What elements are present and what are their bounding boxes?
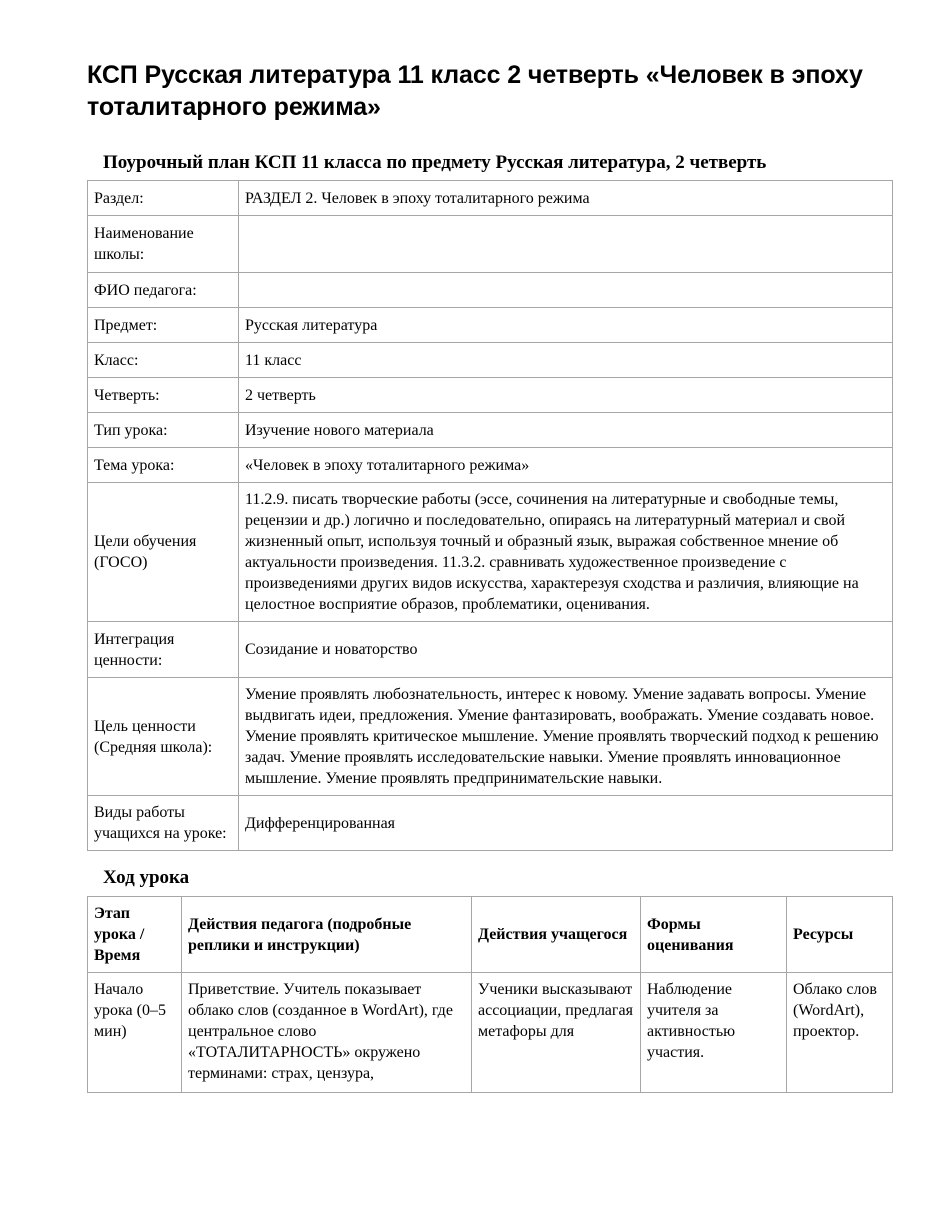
info-row-value-integration xyxy=(88,622,893,678)
info-value: «Человек в эпоху тоталитарного режима» xyxy=(239,448,893,483)
info-label: Предмет: xyxy=(88,308,239,343)
lesson-flow-heading: Ход урока xyxy=(103,867,190,888)
info-label: Класс: xyxy=(88,343,239,378)
info-value: РАЗДЕЛ 2. Человек в эпоху тоталитарного режима xyxy=(239,181,893,216)
cell-student-actions xyxy=(472,973,641,1093)
cell-assessment-text: Наблюдение учителя за активностью участия. xyxy=(647,981,736,1061)
info-row-value-goal xyxy=(88,678,893,796)
info-row-school xyxy=(88,216,893,273)
info-label: Раздел: xyxy=(88,181,239,216)
info-row-quarter xyxy=(88,378,893,413)
info-value: 11 класс xyxy=(239,343,893,378)
info-value: 2 четверть xyxy=(239,378,893,413)
info-value: Созидание и новаторство xyxy=(239,622,893,678)
info-value xyxy=(239,273,893,308)
header-student-actions: Действия учащегося xyxy=(472,897,641,973)
info-label: Тема урока: xyxy=(88,448,239,483)
document-title: КСП Русская литература 11 класс 2 четверть «Человек в эпоху тоталитарного режима» xyxy=(87,61,863,121)
info-label: Тип урока: xyxy=(88,413,239,448)
cell-resources-text: Облако слов (WordArt), проектор. xyxy=(793,981,877,1040)
lesson-info-table xyxy=(87,180,893,851)
header-assessment: Формы оценивания xyxy=(641,897,787,973)
cell-stage-text: Начало урока (0–5 мин) xyxy=(94,981,166,1040)
info-label: Интеграция ценности: xyxy=(88,622,239,678)
header-teacher-actions: Действия педагога (подробные реплики и инструкции) xyxy=(182,897,472,973)
header-stage: Этап урока / Время xyxy=(88,897,182,973)
info-row-learning-goals xyxy=(88,483,893,622)
cell-resources xyxy=(787,973,893,1093)
info-label: Наименование школы: xyxy=(88,216,239,273)
table-row xyxy=(88,973,893,1093)
plan-heading: Поурочный план КСП 11 класса по предмету Русская литература, 2 четверть xyxy=(103,152,767,173)
info-label: Четверть: xyxy=(88,378,239,413)
info-value: Изучение нового материала xyxy=(239,413,893,448)
cell-student-actions-text: Ученики высказывают ассоциации, предлагая метафоры для xyxy=(478,981,633,1040)
info-label: Цель ценности (Средняя школа): xyxy=(88,678,239,796)
info-value xyxy=(239,216,893,273)
cell-teacher-actions xyxy=(182,973,472,1093)
cell-teacher-actions-text: Приветствие. Учитель показывает облако слов (созданное в WordArt), где центральное слово «ТОТАЛИТАРНОСТЬ» окружено терминами: страх, цензура, xyxy=(188,981,453,1082)
info-value: Дифференцированная xyxy=(239,796,893,851)
info-row-section xyxy=(88,181,893,216)
info-row-teacher xyxy=(88,273,893,308)
info-label: Виды работы учащихся на уроке: xyxy=(88,796,239,851)
info-label: Цели обучения (ГОСО) xyxy=(88,483,239,622)
document-page xyxy=(87,0,893,1093)
info-value: Умение проявлять любознательность, интерес к новому. Умение задавать вопросы. Умение выдвигать идеи, предложения. Умение фантазировать, воображать. Умение создавать новое. Умение проявлять критическое мышление. Умение проявлять творческий подход к решению задач. Умение проявлять исследовательские навыки. Умение проявлять инновационное мышление. Умение проявлять предпринимательские навыки. xyxy=(239,678,893,796)
cell-assessment xyxy=(641,973,787,1093)
info-value: Русская литература xyxy=(239,308,893,343)
cell-stage xyxy=(88,973,182,1093)
info-value: 11.2.9. писать творческие работы (эссе, сочинения на литературные и свободные темы, рецензии и др.) логично и последовательно, опираясь на литературный материал и свой жизненный опыт, используя точный и образный язык, выражая собственное мнение об актуальности произведения. 11.3.2. сравнивать художественное произведение с произведениями других видов искусства, характерезуя сходства и различия, влияющие на целостное восприятие образов, проблематики, оценивания. xyxy=(239,483,893,622)
info-row-subject xyxy=(88,308,893,343)
info-row-lesson-topic xyxy=(88,448,893,483)
header-resources: Ресурсы xyxy=(787,897,893,973)
flow-header-row xyxy=(88,897,893,973)
info-label: ФИО педагога: xyxy=(88,273,239,308)
info-row-grade xyxy=(88,343,893,378)
lesson-flow-table xyxy=(87,896,893,1093)
info-row-lesson-type xyxy=(88,413,893,448)
info-row-work-types xyxy=(88,796,893,851)
